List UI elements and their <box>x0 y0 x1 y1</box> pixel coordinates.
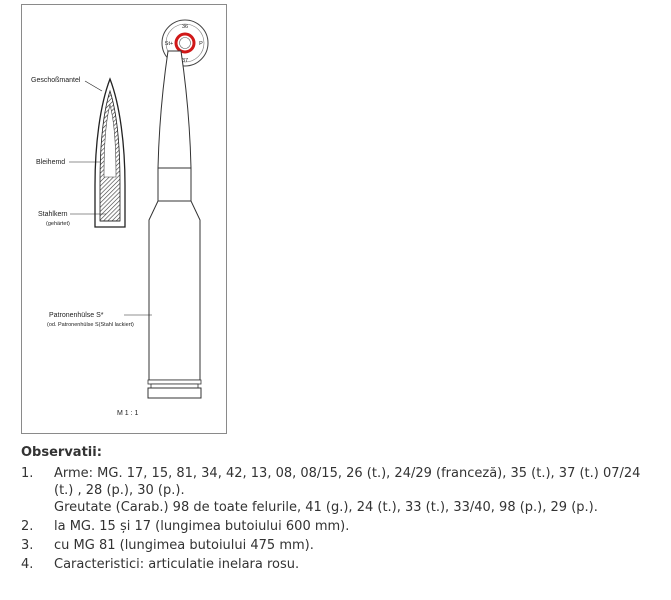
headstamp-top: 36 <box>181 24 189 30</box>
cartridge-drawing <box>21 4 227 434</box>
label-case: Patronenhülse S* <box>49 312 104 319</box>
item-number: 1. <box>21 466 34 481</box>
cartridge-svg <box>22 5 226 433</box>
item-number: 3. <box>21 538 34 553</box>
headstamp-right: P <box>199 41 203 47</box>
item-number: 4. <box>21 557 34 572</box>
observations-list <box>21 465 661 575</box>
bullet-cross-section <box>95 79 125 227</box>
label-case-sub: (od. Patronenhülse S(Stahl lackiert) <box>47 322 134 328</box>
item-text: Arme: MG. 17, 15, 81, 34, 42, 13, 08, 08/15, 26 (t.), 24/29 (franceză), 35 (t.), 37 (t.) 07/24 (t.) , 28 (p.), 30 (p.). <box>54 466 641 498</box>
item-text: Greutate (Carab.) 98 de toate felurile, 41 (g.), 24 (t.), 33 (t.), 33/40, 98 (p.), 29 (p.). <box>54 500 598 515</box>
item-text: cu MG 81 (lungimea butoiului 475 mm). <box>54 538 314 553</box>
headstamp-left: St+ <box>164 41 174 47</box>
list-item <box>21 518 661 535</box>
scale-label: M 1 : 1 <box>117 410 139 417</box>
item-text: la MG. 15 și 17 (lungimea butoiului 600 mm). <box>54 519 350 534</box>
observations-title: Observatii: <box>21 445 102 460</box>
list-item <box>21 556 661 573</box>
list-item <box>21 537 661 554</box>
list-item <box>21 465 661 516</box>
label-jacket: Geschoßmantel <box>31 77 81 84</box>
headstamp-bottom: 37 <box>181 58 189 64</box>
label-lead: Bleihemd <box>36 159 66 166</box>
item-text: Caracteristici: articulatie inelara rosu. <box>54 557 300 572</box>
item-number: 2. <box>21 519 34 534</box>
label-core: Stahlkern <box>38 211 68 218</box>
label-core-sub: (gehärtet) <box>46 221 70 227</box>
cartridge-outline <box>148 51 201 398</box>
